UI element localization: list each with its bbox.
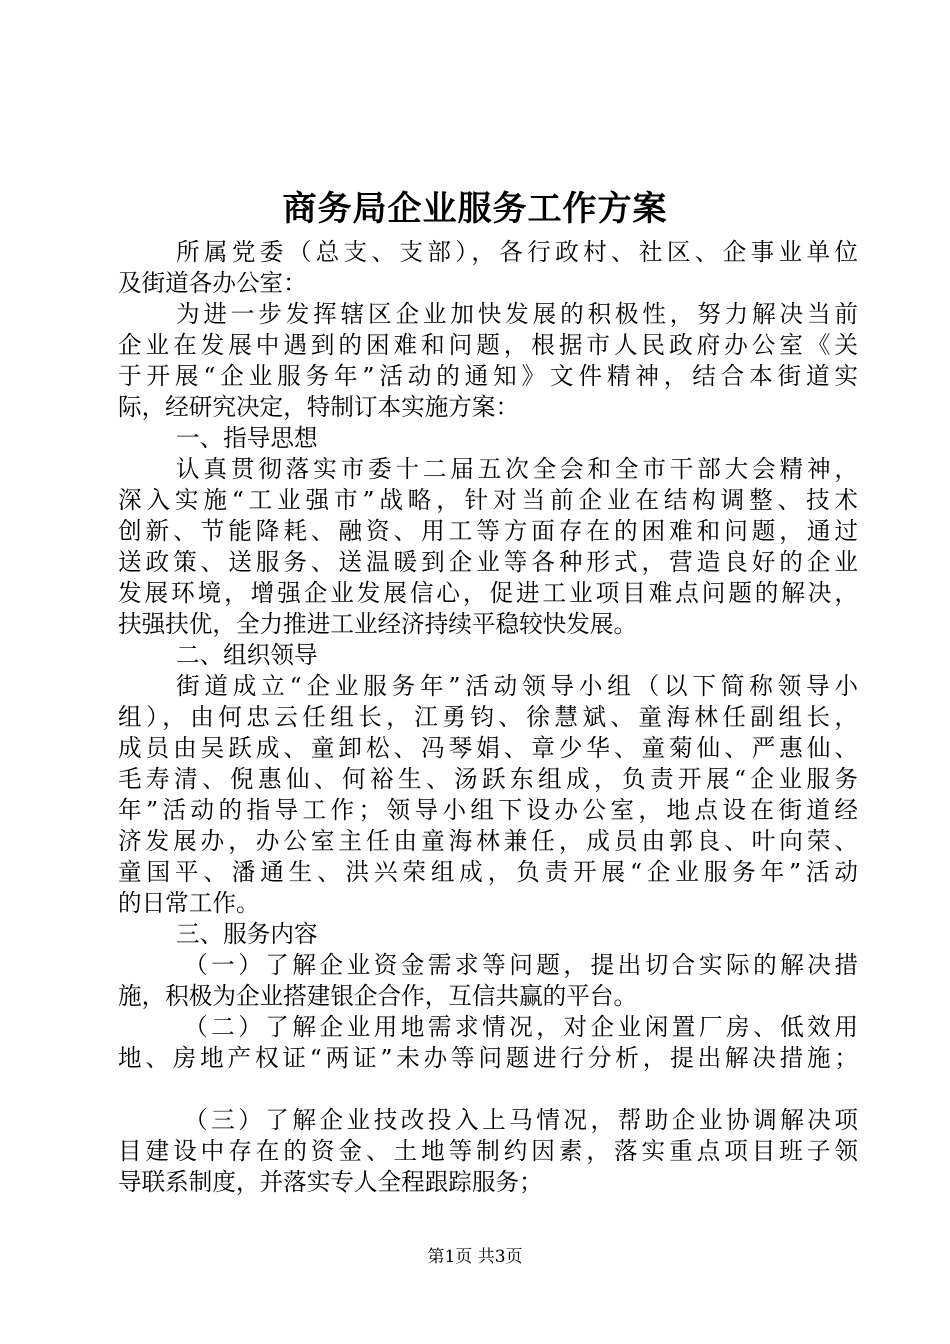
paragraph-gap	[118, 1074, 858, 1105]
section2-line-3: 成员由吴跃成、童卸松、冯琴娟、章少华、童菊仙、严惠仙、	[118, 734, 858, 762]
item3-line-2: 目建设中存在的资金、土地等制约因素，落实重点项目班子领	[118, 1137, 858, 1165]
section1-line-3: 创新、节能降耗、融资、用工等方面存在的困难和问题，通过	[118, 517, 858, 545]
item3-line-3: 导联系制度，并落实专人全程跟踪服务；	[118, 1168, 543, 1196]
section-heading-2: 二、组织领导	[176, 641, 318, 669]
document-title: 商务局企业服务工作方案	[282, 189, 668, 229]
page-number: 第1页 共3页	[427, 1247, 523, 1267]
section-heading-3: 三、服务内容	[176, 920, 318, 948]
section2-line-7: 童国平、潘通生、洪兴荣组成，负责开展“企业服务年”活动	[118, 858, 858, 886]
intro-line-3: 于开展“企业服务年”活动的通知》文件精神，结合本街道实	[118, 362, 858, 390]
salutation-line-2: 及街道各办公室：	[118, 269, 307, 297]
section2-line-2: 组），由何忠云任组长，江勇钧、徐慧斌、童海林任副组长，	[118, 703, 858, 731]
item2-line-1: （二）了解企业用地需求情况，对企业闲置厂房、低效用	[184, 1013, 858, 1041]
section1-line-5: 发展环境，增强企业发展信心，促进工业项目难点问题的解决，	[118, 579, 858, 607]
section2-line-4: 毛寿清、倪惠仙、何裕生、汤跃东组成，负责开展“企业服务	[118, 765, 858, 793]
section1-line-4: 送政策、送服务、送温暖到企业等各种形式，营造良好的企业	[118, 548, 858, 576]
item3-line-1: （三）了解企业技改投入上马情况，帮助企业协调解决项	[184, 1106, 858, 1134]
item2-line-2: 地、房地产权证“两证”未办等问题进行分析，提出解决措施；	[118, 1044, 858, 1072]
section2-line-1: 街道成立“企业服务年”活动领导小组（以下简称领导小	[176, 672, 858, 700]
section2-line-8: 的日常工作。	[118, 889, 260, 917]
section1-line-6: 扶强扶优，全力推进工业经济持续平稳较快发展。	[118, 610, 638, 638]
section1-line-2: 深入实施“工业强市”战略，针对当前企业在结构调整、技术	[118, 486, 858, 514]
item1-line-2: 施，积极为企业搭建银企合作，互信共赢的平台。	[118, 982, 638, 1010]
section2-line-5: 年”活动的指导工作；领导小组下设办公室，地点设在街道经	[118, 796, 858, 824]
section-heading-1: 一、指导思想	[176, 424, 318, 452]
section2-line-6: 济发展办，办公室主任由童海林兼任，成员由郭良、叶向荣、	[118, 827, 858, 855]
item1-line-1: （一）了解企业资金需求等问题，提出切合实际的解决措	[184, 951, 858, 979]
section1-line-1: 认真贯彻落实市委十二届五次全会和全市干部大会精神，	[176, 455, 858, 483]
intro-line-1: 为进一步发挥辖区企业加快发展的积极性，努力解决当前	[176, 300, 858, 328]
intro-line-4: 际，经研究决定，特制订本实施方案：	[118, 393, 520, 421]
document-body	[118, 237, 858, 1198]
salutation-line-1: 所属党委（总支、支部），各行政村、社区、企事业单位	[176, 238, 858, 266]
intro-line-2: 企业在发展中遇到的困难和问题，根据市人民政府办公室《关	[118, 331, 858, 359]
